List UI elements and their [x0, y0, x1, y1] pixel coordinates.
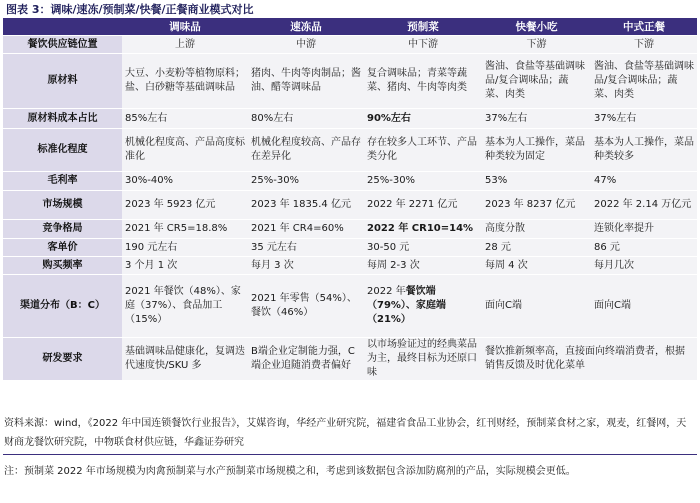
header-corner [3, 18, 122, 36]
cell: 酱油、食盐等基础调味品/复合调味品；蔬菜、肉类 [482, 54, 591, 109]
row-label: 原材料成本占比 [3, 109, 122, 129]
table-header-row [3, 18, 697, 36]
row-label: 标准化程度 [3, 129, 122, 172]
cell: 2021 年 CR4=60% [248, 220, 364, 239]
cell: 基本为人工操作，菜品种类较多 [591, 129, 697, 172]
cell: 复合调味品；青菜等蔬菜、猪肉、牛肉等肉类 [364, 54, 482, 109]
figure-title: 图表 3：调味/速冻/预制菜/快餐/正餐商业模式对比 [6, 3, 254, 16]
cell: 每月 3 次 [248, 257, 364, 275]
cell: 2021 年 CR5=18.8% [122, 220, 248, 239]
table-row [3, 257, 697, 275]
table-row [3, 191, 697, 220]
cell: 下游 [591, 36, 697, 54]
cell-year: 2022 年 [367, 286, 406, 297]
cell: 80%左右 [248, 109, 364, 129]
cell: 每周 2-3 次 [364, 257, 482, 275]
cell [364, 275, 482, 338]
cell: 2021 年餐饮（48%）、家庭（37%）、食品加工（15%） [122, 275, 248, 338]
table-row [3, 239, 697, 257]
cell: 86 元 [591, 239, 697, 257]
table-row [3, 172, 697, 191]
cell: 37%左右 [482, 109, 591, 129]
footnote: 注：预制菜 2022 年市场规模为肉禽预制菜与水产预制菜市场规模之和，考虑到该数据包含添加防腐剂的产品，实际规模会更低。 [4, 466, 576, 477]
comparison-table [3, 18, 697, 381]
row-label: 餐饮供应链位置 [3, 36, 122, 54]
cell-merged: 餐饮推新频率高，直接面向终端消费者，根据销售反馈及时优化菜单 [482, 338, 697, 381]
cell: 面向C端 [482, 275, 591, 338]
cell: 90%左右 [364, 109, 482, 129]
divider [3, 454, 697, 455]
table-row [3, 109, 697, 129]
cell: 25%-30% [364, 172, 482, 191]
row-label: 竞争格局 [3, 220, 122, 239]
row-label: 毛利率 [3, 172, 122, 191]
cell: 面向C端 [591, 275, 697, 338]
cell: 2023 年 5923 亿元 [122, 191, 248, 220]
cell: 存在较多人工环节、产品类分化 [364, 129, 482, 172]
cell: 基础调味品健康化，复调迭代速度快/SKU 多 [122, 338, 248, 381]
cell: 85%左右 [122, 109, 248, 129]
cell: 30-50 元 [364, 239, 482, 257]
row-label: 研发要求 [3, 338, 122, 381]
header-prepared-dishes: 预制菜 [364, 18, 482, 36]
cell: 每周 4 次 [482, 257, 591, 275]
cell: 上游 [122, 36, 248, 54]
table-row [3, 338, 697, 381]
header-seasoning: 调味品 [122, 18, 248, 36]
cell: 3 个月 1 次 [122, 257, 248, 275]
table-row [3, 129, 697, 172]
cell: 高度分散 [482, 220, 591, 239]
source-note: 资料来源：wind，《2022 年中国连锁餐饮行业报告》，艾媒咨询，华经产业研究院，福建省食品工业协会，红刊财经，预制菜食材之家，观麦，红餐网，天财商龙餐饮研究院，中物联食材供应链，华鑫证券研究 [4, 418, 687, 448]
table-row [3, 54, 697, 109]
row-label: 渠道分布（B：C） [3, 275, 122, 338]
cell: 中下游 [364, 36, 482, 54]
cell: 2021 年零售（54%）、餐饮（46%） [248, 275, 364, 338]
cell: 2022 年 2271 亿元 [364, 191, 482, 220]
cell: 基本为人工操作，菜品种类较为固定 [482, 129, 591, 172]
cell: 猪肉、牛肉等肉制品；酱油、醋等调味品 [248, 54, 364, 109]
table-row [3, 36, 697, 54]
cell: 机械化程度高、产品高度标准化 [122, 129, 248, 172]
header-chinese-dining: 中式正餐 [591, 18, 697, 36]
cell: 中游 [248, 36, 364, 54]
row-label: 购买频率 [3, 257, 122, 275]
cell: 下游 [482, 36, 591, 54]
cell: 2022 年 CR10=14% [364, 220, 482, 239]
cell: B端企业定制能力强，C端企业追随消费者偏好 [248, 338, 364, 381]
cell: 机械化程度较高、产品存在差异化 [248, 129, 364, 172]
cell: 30%-40% [122, 172, 248, 191]
cell: 连锁化率提升 [591, 220, 697, 239]
cell: 大豆、小麦粉等植物原料；盐、白砂糖等基础调味品 [122, 54, 248, 109]
cell: 25%-30% [248, 172, 364, 191]
cell-bold-text: 餐饮端（79%）、家庭端（21%） [367, 286, 446, 325]
table-row [3, 275, 697, 338]
table-row [3, 220, 697, 239]
cell: 以市场验证过的经典菜品为主，最终目标为还原口味 [364, 338, 482, 381]
cell: 2023 年 1835.4 亿元 [248, 191, 364, 220]
row-label: 原材料 [3, 54, 122, 109]
cell: 190 元左右 [122, 239, 248, 257]
cell: 35 元左右 [248, 239, 364, 257]
cell: 每月几次 [591, 257, 697, 275]
header-frozen: 速冻品 [248, 18, 364, 36]
cell: 2022 年 2.14 万亿元 [591, 191, 697, 220]
cell: 53% [482, 172, 591, 191]
cell: 37%左右 [591, 109, 697, 129]
row-label: 客单价 [3, 239, 122, 257]
row-label: 市场规模 [3, 191, 122, 220]
header-fast-food: 快餐小吃 [482, 18, 591, 36]
cell: 酱油、食盐等基础调味品/复合调味品；蔬菜、肉类 [591, 54, 697, 109]
cell: 28 元 [482, 239, 591, 257]
cell: 2023 年 8237 亿元 [482, 191, 591, 220]
cell: 47% [591, 172, 697, 191]
